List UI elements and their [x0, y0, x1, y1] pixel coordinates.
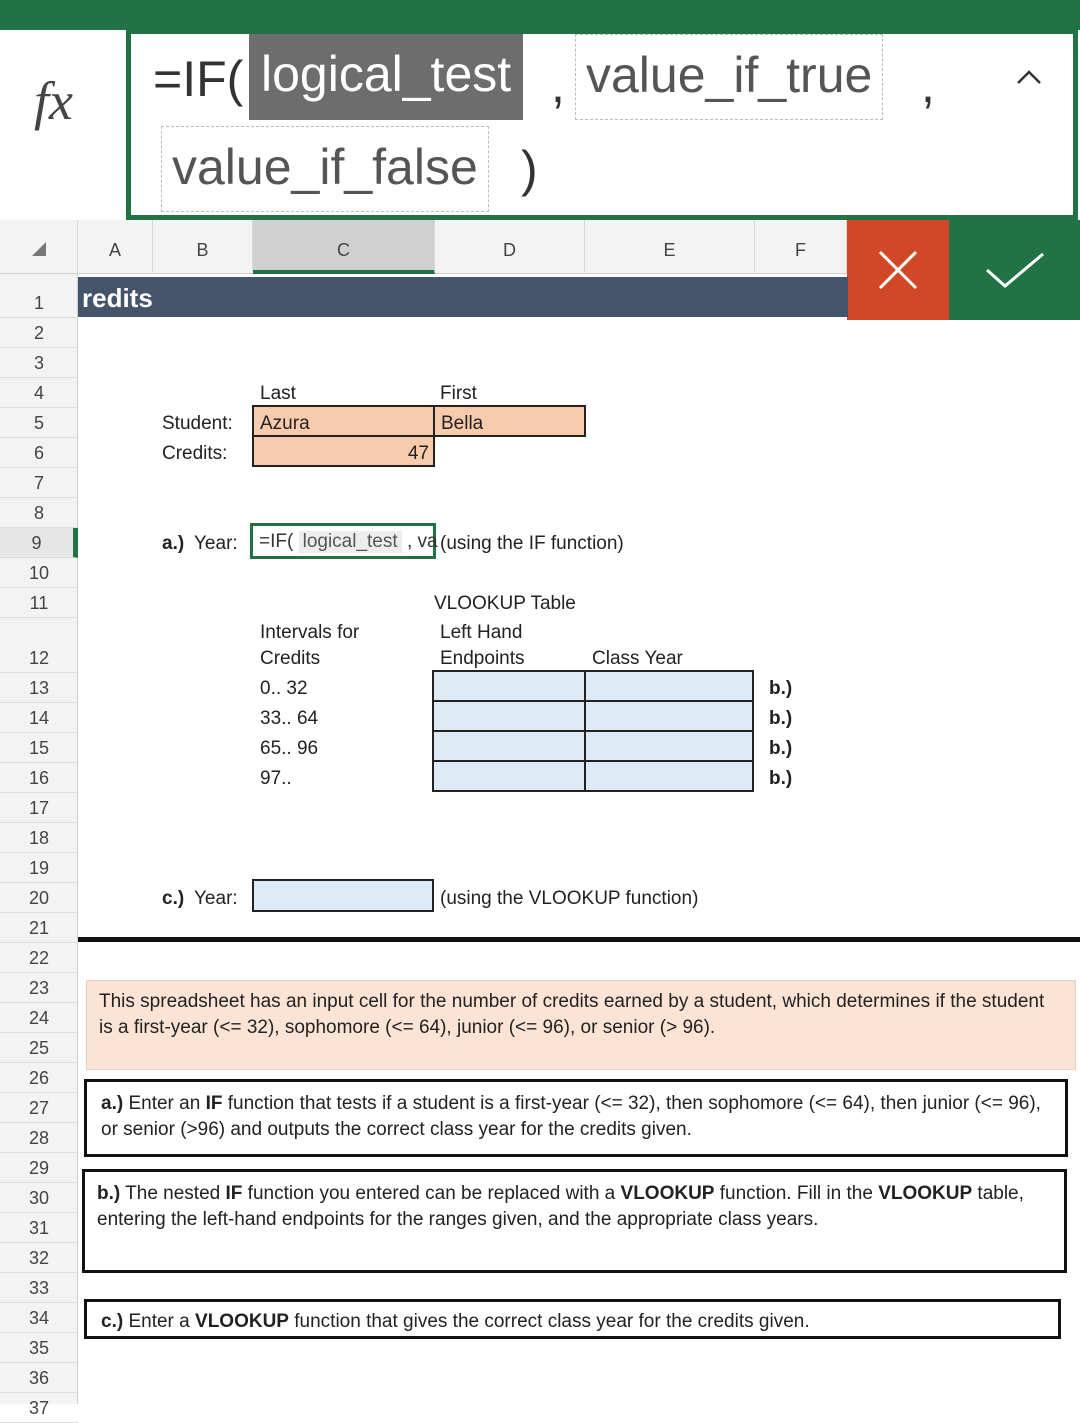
column-header-d[interactable]: D — [435, 220, 585, 274]
question-b-text-part: function. Fill in the — [714, 1183, 879, 1204]
first-name-cell[interactable] — [433, 405, 586, 437]
question-c-prefix: c.) — [101, 1311, 124, 1332]
info-text: This spreadsheet has an input cell for the number of credits earned by a student, which determines if the student is a first-year (<= 32), sophomore (<= 64), junior (<= 96), or senior (> 96). — [99, 991, 1045, 1038]
class-year-cell[interactable] — [584, 760, 754, 792]
row-header[interactable]: 36 — [0, 1363, 78, 1393]
question-b-text-part: function you entered can be replaced with a — [242, 1183, 621, 1204]
first-name-value: Bella — [441, 413, 484, 434]
row-header[interactable]: 21 — [0, 913, 78, 943]
question-c-text-part: Enter a — [123, 1311, 196, 1332]
section-divider — [78, 937, 1080, 942]
row-header[interactable]: 37 — [0, 1393, 78, 1423]
row-header[interactable]: 33 — [0, 1273, 78, 1303]
column-header-c[interactable]: C — [253, 220, 435, 274]
part-a-note: (using the IF function) — [440, 533, 624, 554]
confirm-edit-button[interactable] — [949, 220, 1080, 320]
app-top-bar — [0, 0, 1080, 30]
row-header[interactable]: 16 — [0, 763, 78, 793]
interval-label: 97.. — [260, 768, 292, 789]
intervals-header-line2: Credits — [260, 648, 321, 669]
question-a-bold: IF — [205, 1093, 223, 1114]
active-cell-arg: logical_test — [299, 531, 402, 553]
row-header[interactable]: 24 — [0, 1003, 78, 1033]
row-header-selected[interactable]: 9 — [0, 528, 78, 558]
part-a-letter: a.) — [162, 533, 185, 554]
vlookup-year-cell[interactable] — [252, 879, 434, 912]
part-a-year-label: Year: — [194, 533, 238, 554]
row-header-column — [0, 274, 78, 1418]
question-a-box — [84, 1079, 1068, 1157]
select-all-corner[interactable] — [0, 220, 78, 274]
row-header[interactable]: 31 — [0, 1213, 78, 1243]
lhe-cell[interactable] — [432, 670, 586, 702]
lhe-header-line2: Endpoints — [440, 648, 525, 669]
interval-label: 65.. 96 — [260, 738, 319, 759]
part-c-letter: c.) — [162, 888, 185, 909]
row-tag-b: b.) — [769, 708, 793, 729]
credits-input-cell[interactable] — [252, 435, 435, 467]
vlookup-table-title: VLOOKUP Table — [434, 593, 576, 614]
formula-input[interactable] — [126, 30, 1078, 220]
row-header[interactable]: 11 — [0, 588, 78, 618]
row-header[interactable]: 7 — [0, 468, 78, 498]
question-b-bold: IF — [225, 1183, 243, 1204]
select-all-icon — [32, 242, 46, 256]
question-b-text-part: The nested — [120, 1183, 226, 1204]
last-name-value: Azura — [260, 413, 310, 434]
chevron-up-icon[interactable] — [1011, 60, 1047, 96]
row-header[interactable]: 23 — [0, 973, 78, 1003]
row-header[interactable]: 6 — [0, 438, 78, 468]
lhe-cell[interactable] — [432, 730, 586, 762]
intervals-header-line1: Intervals for — [260, 622, 360, 643]
row-header[interactable]: 35 — [0, 1333, 78, 1363]
last-header: Last — [260, 383, 296, 404]
question-b-text-part: table, entering the left-hand endpoints for the ranges given, and the appropriate class years. — [97, 1183, 1024, 1230]
row-header[interactable]: 3 — [0, 348, 78, 378]
active-cell-formula — [259, 531, 438, 553]
row-header[interactable]: 32 — [0, 1243, 78, 1273]
row-header[interactable]: 30 — [0, 1183, 78, 1213]
row-header[interactable]: 20 — [0, 883, 78, 913]
row-header[interactable]: 13 — [0, 673, 78, 703]
class-year-header: Class Year — [592, 648, 683, 669]
class-year-cell[interactable] — [584, 730, 754, 762]
credits-value: 47 — [407, 443, 429, 464]
column-header-b[interactable]: B — [153, 220, 253, 274]
interval-label: 0.. 32 — [260, 678, 308, 699]
sheet-title: redits — [82, 283, 153, 313]
question-a-prefix: a.) — [101, 1093, 124, 1114]
question-b-prefix: b.) — [97, 1183, 121, 1204]
close-icon — [876, 248, 920, 292]
info-box — [86, 980, 1076, 1070]
credits-label: Credits: — [162, 443, 228, 464]
row-header[interactable]: 4 — [0, 378, 78, 408]
formula-arg-value-if-false[interactable]: value_if_false — [161, 126, 489, 212]
row-header[interactable]: 28 — [0, 1123, 78, 1153]
part-c-note: (using the VLOOKUP function) — [440, 888, 699, 909]
formula-arg-logical-test[interactable]: logical_test — [249, 34, 523, 120]
column-header-e[interactable]: E — [585, 220, 755, 274]
question-b-bold: VLOOKUP — [620, 1183, 715, 1204]
question-a-text-part: function that tests if a student is a first-year (<= 32), then sophomore (<= 64), then junior (<= 96), or senior (>96) and outputs the correct class year for the credits given. — [101, 1093, 1041, 1140]
column-header-a[interactable]: A — [78, 220, 153, 274]
row-header[interactable]: 2 — [0, 318, 78, 348]
row-header[interactable]: 17 — [0, 793, 78, 823]
row-header[interactable]: 22 — [0, 943, 78, 973]
question-c-text — [101, 1309, 1044, 1335]
last-name-cell[interactable] — [252, 405, 435, 437]
row-header[interactable]: 14 — [0, 703, 78, 733]
row-header[interactable]: 10 — [0, 558, 78, 588]
row-header[interactable]: 34 — [0, 1303, 78, 1333]
lhe-cell[interactable] — [432, 700, 586, 732]
row-tag-b: b.) — [769, 738, 793, 759]
row-tag-b: b.) — [769, 678, 793, 699]
row-header[interactable]: 1 — [0, 274, 78, 318]
formula-suffix: ) — [521, 141, 538, 197]
function-icon[interactable]: fx — [34, 71, 73, 131]
active-cell-trail: va — [417, 531, 438, 552]
question-c-bold: VLOOKUP — [195, 1311, 289, 1332]
cancel-edit-button[interactable] — [847, 220, 949, 320]
first-header: First — [440, 383, 477, 404]
sheet-title-band — [78, 277, 848, 317]
lhe-header-line1: Left Hand — [440, 622, 523, 643]
row-header[interactable]: 5 — [0, 408, 78, 438]
row-header[interactable]: 27 — [0, 1093, 78, 1123]
row-header[interactable]: 18 — [0, 823, 78, 853]
row-header[interactable]: 8 — [0, 498, 78, 528]
active-cell-year-if[interactable] — [250, 523, 436, 559]
class-year-cell[interactable] — [584, 700, 754, 732]
class-year-cell[interactable] — [584, 670, 754, 702]
active-cell-prefix: =IF( — [259, 531, 294, 552]
question-b-text — [97, 1181, 1050, 1233]
question-c-text-part: function that gives the correct class year for the credits given. — [288, 1311, 810, 1332]
interval-label: 33.. 64 — [260, 708, 319, 729]
question-a-text — [101, 1091, 1051, 1143]
row-header[interactable]: 25 — [0, 1033, 78, 1063]
formula-prefix: =IF( — [153, 51, 244, 107]
row-header[interactable]: 26 — [0, 1063, 78, 1093]
formula-separator: , — [551, 57, 565, 113]
active-cell-separator: , — [406, 531, 413, 552]
checkmark-icon — [983, 248, 1047, 292]
lhe-cell[interactable] — [432, 760, 586, 792]
question-b-bold: VLOOKUP — [878, 1183, 973, 1204]
column-header-f[interactable]: F — [755, 220, 847, 274]
formula-bar — [0, 30, 1080, 220]
student-label: Student: — [162, 413, 233, 434]
row-header[interactable]: 29 — [0, 1153, 78, 1183]
question-a-text-part: Enter an — [123, 1093, 206, 1114]
formula-separator: , — [921, 57, 935, 113]
row-tag-b: b.) — [769, 768, 793, 789]
row-header[interactable]: 15 — [0, 733, 78, 763]
row-header[interactable]: 19 — [0, 853, 78, 883]
question-c-box — [84, 1299, 1061, 1339]
part-c-year-label: Year: — [194, 888, 238, 909]
formula-arg-value-if-true[interactable]: value_if_true — [575, 34, 883, 120]
row-header[interactable]: 12 — [0, 618, 78, 673]
question-b-box — [82, 1169, 1067, 1273]
